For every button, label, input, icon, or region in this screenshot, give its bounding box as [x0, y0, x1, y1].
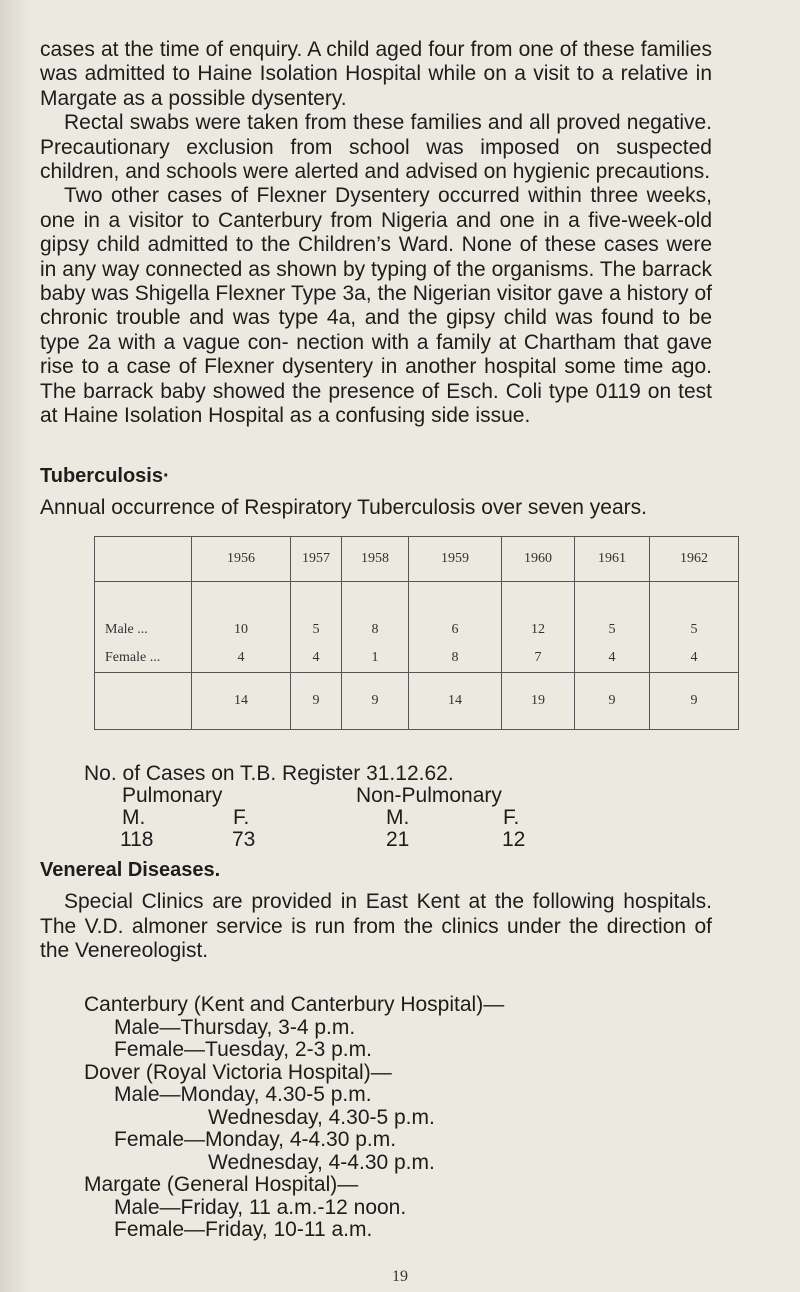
tb-table: [94, 536, 739, 730]
register-pulmonary-f-label: F.: [233, 806, 250, 829]
tb-cell: 10: [192, 582, 291, 645]
tb-total-cell: 19: [502, 673, 575, 730]
tb-total-cell: 14: [192, 673, 291, 730]
tb-year-1958: 1958: [342, 537, 409, 582]
register-non-pulmonary-m-value: 21: [386, 828, 410, 851]
tb-cell: 5: [291, 582, 342, 645]
paragraph-2: Rectal swabs were taken from these families and all proved negative. Precautionary exclusion from school was imposed on suspected children, and schools were alerted and advised on hygienic precautions.: [40, 111, 712, 184]
tb-header-row: [95, 537, 739, 582]
tb-cell: 7: [502, 644, 575, 673]
tb-row-label: Male ...: [95, 582, 192, 645]
tb-cell: 8: [342, 582, 409, 645]
tb-cell: 8: [409, 644, 502, 673]
vd-heading: Venereal Diseases.: [40, 859, 221, 881]
tb-total-cell: 9: [291, 673, 342, 730]
tb-cell: 4: [291, 644, 342, 673]
tb-cell: 4: [192, 644, 291, 673]
tb-cell: 12: [502, 582, 575, 645]
tb-row-label: Female ...: [95, 644, 192, 673]
register-pulmonary-m-label: M.: [122, 806, 146, 829]
page-number: 19: [392, 1268, 408, 1285]
clinic-line: Wednesday, 4-4.30 p.m.: [208, 1150, 435, 1174]
register-pulmonary-m-value: 118: [120, 828, 154, 851]
paragraph-3: Two other cases of Flexner Dysentery occurred within three weeks, one in a visitor to Canterbury from Nigeria and one in a five-week-old gipsy child admitted to the Children’s Ward. None of these cases were in any way connected as shown by typing of the organisms. The barrack baby was Shigella Flexner Type 3a, the Nigerian visitor gave a history of chronic trouble and was type 4a, and the gipsy child was found to be type 2a with a vague con- nection with a family at Chartham that gave rise to a case of Flexner dysentery in another hospital some time ago. The barrack baby showed the presence of Esch. Coli type 0119 on test at Haine Isolation Hospital as a confusing side issue.: [40, 184, 712, 428]
tb-year-1956: 1956: [192, 537, 291, 582]
clinic-line: Wednesday, 4.30-5 p.m.: [208, 1105, 435, 1129]
page-gutter-shadow: [0, 0, 30, 1292]
tb-year-1957: 1957: [291, 537, 342, 582]
tb-section-header: [40, 464, 712, 521]
tb-year-1962: 1962: [650, 537, 739, 582]
register-non-pulmonary-f-value: 12: [502, 828, 526, 851]
clinic-margate-heading: Margate (General Hospital)—: [84, 1173, 359, 1196]
clinic-canterbury-heading: Canterbury (Kent and Canterbury Hospital)—: [84, 993, 505, 1016]
register-non-pulmonary-m-label: M.: [386, 806, 410, 829]
tb-year-1959: 1959: [409, 537, 502, 582]
tb-year-1960: 1960: [502, 537, 575, 582]
tb-table-caption: Annual occurrence of Respiratory Tuberculosis over seven years.: [40, 496, 647, 520]
clinic-line: Male—Thursday, 3-4 p.m.: [114, 1015, 356, 1039]
tb-cell: 4: [650, 644, 739, 673]
clinic-line: Female—Tuesday, 2-3 p.m.: [114, 1038, 372, 1061]
tb-cell: 5: [575, 582, 650, 645]
tb-heading: Tuberculosis·: [40, 465, 170, 487]
vd-section: [40, 858, 712, 964]
tb-row-female: [95, 644, 739, 673]
tb-cell: 1: [342, 644, 409, 673]
body-text: [40, 38, 712, 429]
register-non-pulmonary-f-label: F.: [503, 806, 520, 829]
tb-cell: 6: [409, 582, 502, 645]
tb-total-cell: 9: [342, 673, 409, 730]
clinic-line: Female—Monday, 4-4.30 p.m.: [114, 1128, 397, 1151]
clinic-dover-heading: Dover (Royal Victoria Hospital)—: [84, 1060, 392, 1084]
register-title: No. of Cases on T.B. Register 31.12.62.: [84, 762, 454, 785]
tb-total-cell: 9: [650, 673, 739, 730]
tb-total-cell: 9: [575, 673, 650, 730]
tb-header-empty: [95, 537, 192, 582]
tb-total-empty: [95, 673, 192, 730]
clinic-line: Male—Friday, 11 a.m.-12 noon.: [114, 1195, 407, 1219]
paragraph-1: cases at the time of enquiry. A child aged four from one of these families was admitted to Haine Isolation Hospital while on a visit to a relative in Margate as a possible dysentery.: [40, 38, 712, 110]
tb-cell: 5: [650, 582, 739, 645]
register-pulmonary-label: Pulmonary: [122, 784, 223, 807]
tb-row-total: [95, 673, 739, 730]
clinic-line: Female—Friday, 10-11 a.m.: [114, 1218, 373, 1241]
register-non-pulmonary-label: Non-Pulmonary: [356, 784, 502, 807]
clinic-list: [40, 994, 712, 1242]
vd-intro: Special Clinics are provided in East Kent at the following hospitals. The V.D. almoner service is run from the clinics under the direction of the Venereologist.: [40, 890, 712, 963]
register-pulmonary-f-value: 73: [232, 828, 256, 851]
tb-year-1961: 1961: [575, 537, 650, 582]
tb-cell: 4: [575, 644, 650, 673]
tb-row-male: [95, 582, 739, 645]
clinic-line: Male—Monday, 4.30-5 p.m.: [114, 1083, 372, 1106]
tb-total-cell: 14: [409, 673, 502, 730]
